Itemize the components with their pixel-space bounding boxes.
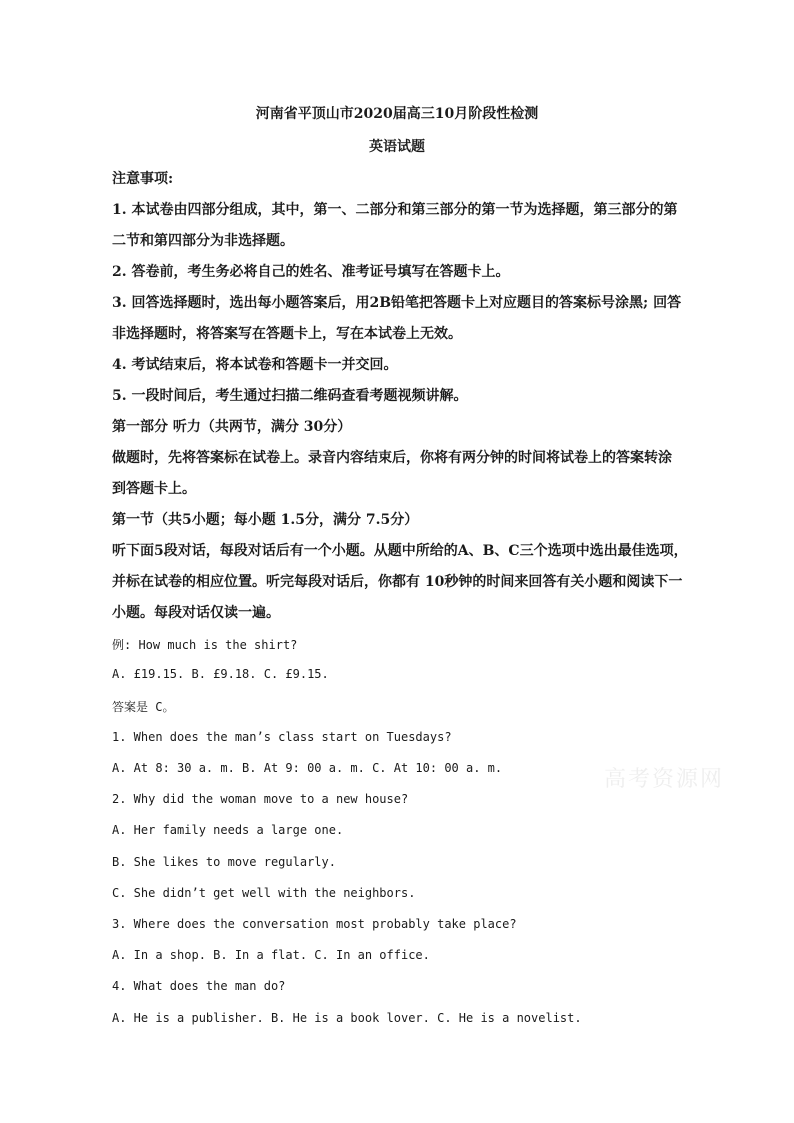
part-1-heading: 第一部分 听力（共两节，满分 30分） [112, 419, 352, 435]
question-1-stem: 1. When does the man’s class start on Tuesdays? [112, 730, 452, 744]
exam-title: 河南省平顶山市2020届高三10月阶段性检测 [255, 106, 539, 122]
part-1-instruction-line-2: 到答题卡上。 [112, 481, 196, 497]
section-1-instruction-line-3: 小题。每段对话仅读一遍。 [112, 605, 280, 621]
notice-item-1-line-2: 二节和第四部分为非选择题。 [112, 233, 294, 249]
part-1-instruction-line-1: 做题时，先将答案标在试卷上。录音内容结束后，你将有两分钟的时间将试卷上的答案转涂 [112, 450, 672, 466]
notice-item-1-line-1: 1. 本试卷由四部分组成，其中，第一、二部分和第三部分的第一节为选择题，第三部分的第 [112, 202, 678, 218]
exam-subtitle: 英语试题 [369, 139, 425, 155]
question-3-options: A. In a shop. B. In a flat. C. In an office. [112, 948, 430, 962]
section-1-heading: 第一节（共5小题；每小题 1.5分，满分 7.5分） [112, 512, 419, 528]
question-1-options: A. At 8: 30 a. m. B. At 9: 00 a. m. C. At 10: 00 a. m. [112, 761, 503, 775]
question-2-stem: 2. Why did the woman move to a new house? [112, 792, 409, 806]
notice-item-4: 4. 考试结束后，将本试卷和答题卡一并交回。 [112, 357, 398, 373]
question-3-stem: 3. Where does the conversation most probably take place? [112, 917, 517, 931]
notice-item-3-line-2: 非选择题时，将答案写在答题卡上，写在本试卷上无效。 [112, 326, 462, 342]
example-options: A. £19.15. B. £9.18. C. £9.15. [112, 667, 329, 681]
question-4-stem: 4. What does the man do? [112, 979, 286, 993]
question-4-options: A. He is a publisher. B. He is a book lover. C. He is a novelist. [112, 1011, 582, 1025]
notice-item-5: 5. 一段时间后，考生通过扫描二维码查看考题视频讲解。 [112, 388, 468, 404]
notice-heading: 注意事项: [112, 171, 174, 187]
question-2-option-b: B. She likes to move regularly. [112, 855, 336, 869]
notice-item-3-line-1: 3. 回答选择题时，选出每小题答案后，用2B铅笔把答题卡上对应题目的答案标号涂黑; 回答 [112, 295, 682, 311]
example-question: 例: How much is the shirt? [112, 638, 298, 652]
section-1-instruction-line-2: 并标在试卷的相应位置。听完每段对话后，你都有 10秒钟的时间来回答有关小题和阅读下一 [112, 574, 683, 590]
example-answer: 答案是 C。 [112, 700, 175, 714]
question-2-option-c: C. She didn’t get well with the neighbors. [112, 886, 416, 900]
notice-item-2: 2. 答卷前，考生务必将自己的姓名、准考证号填写在答题卡上。 [112, 264, 510, 280]
question-2-option-a: A. Her family needs a large one. [112, 823, 344, 837]
watermark: 高考资源网 [604, 767, 725, 792]
section-1-instruction-line-1: 听下面5段对话，每段对话后有一个小题。从题中所给的A、B、C三个选项中选出最佳选项， [112, 543, 688, 559]
